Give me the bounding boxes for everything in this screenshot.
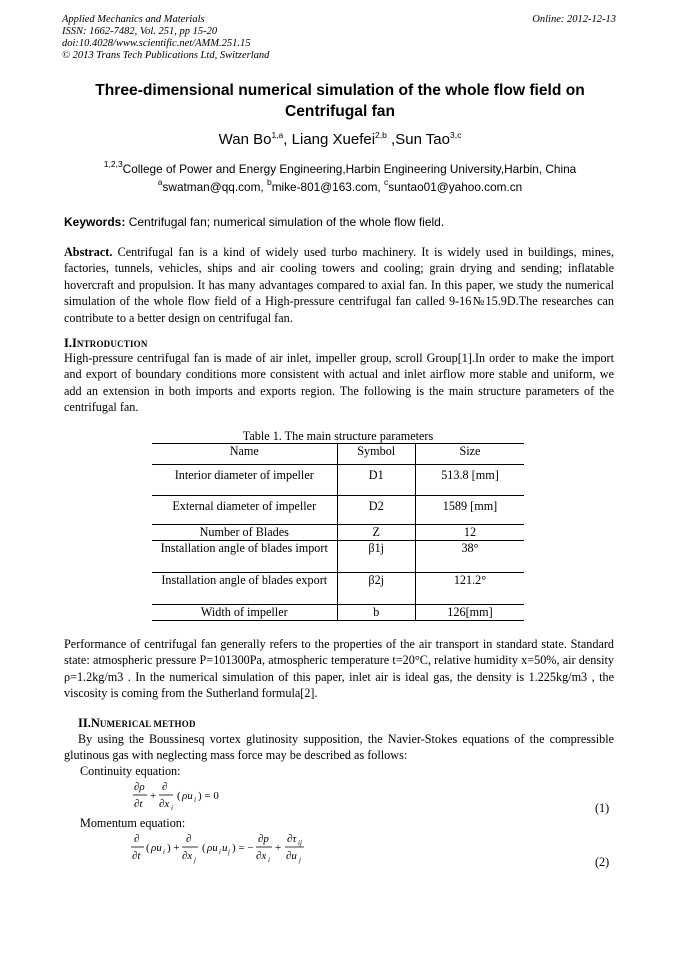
author-name: Sun Tao (395, 131, 450, 148)
paper-title-line-2: Centrifugal fan (284, 103, 396, 120)
svg-text:j: j (194, 856, 196, 864)
introduction-paragraph: High-pressure centrifugal fan is made of air inlet, impeller group, scroll Group[1].In order to make the import and export of boundary conditions more consistent with actual and inlet airflow more stable and uniform, we add an extension in both imports and exports region. The following is the main structure parameters of the centrifugal fan. (64, 351, 614, 415)
section-heading-numerical-method (78, 716, 196, 731)
paper-title (62, 80, 618, 122)
table-cell: D1 (337, 465, 415, 496)
svg-text:+: + (150, 790, 157, 802)
table-cell: β2j (337, 573, 415, 605)
svg-text:i: i (171, 804, 173, 812)
author-separator: , (283, 131, 292, 148)
svg-text:∂u: ∂u (286, 850, 297, 862)
section-number: I. (64, 336, 72, 350)
table-cell: Interior diameter of impeller (152, 465, 337, 496)
section-heading-introduction (64, 336, 148, 351)
table-header: Symbol (337, 444, 415, 465)
journal-header (62, 14, 618, 62)
table-row (152, 465, 524, 496)
svg-text:i: i (219, 848, 221, 856)
performance-paragraph: Performance of centrifugal fan generally refers to the properties of the air transport in standard state. Standard state: atmospheric pressure P=101300Pa, atmospheric temperature t=20°C, relative humidity x=50%, air density ρ=1.2kg/m3 . In the numerical simulation of this paper, inlet air is ideal gas, the density is 1.225kg/m3 , the viscosity is coming from the Sutherland formula[2]. (64, 637, 614, 701)
table-row (152, 496, 524, 525)
affiliation-block (62, 160, 618, 196)
email-sup: c (383, 177, 389, 187)
table-cell: 1589 [mm] (415, 496, 524, 525)
section-title-rest: UMERICAL METHOD (99, 719, 196, 729)
svg-text:ij: ij (298, 839, 302, 847)
keywords (64, 214, 620, 230)
svg-text:(: ( (177, 790, 181, 802)
email-c[interactable]: suntao01@yahoo.com.cn (388, 180, 523, 194)
journal-name: Applied Mechanics and Materials (62, 14, 205, 25)
journal-copyright: © 2013 Trans Tech Publications Ltd, Switzerland (62, 50, 270, 61)
author-sup: 2,b (375, 130, 387, 140)
svg-text:+: + (275, 842, 282, 854)
svg-text:∂x: ∂x (182, 850, 193, 862)
table-cell: Installation angle of blades import (152, 541, 337, 573)
email-sup: b (266, 177, 272, 187)
svg-text:u: u (222, 842, 228, 854)
affiliation-text: College of Power and Energy Engineering,Harbin Engineering University,Harbin, China (122, 162, 577, 176)
online-date: Online: 2012-12-13 (532, 14, 616, 25)
momentum-equation (130, 831, 310, 865)
svg-text:(: ( (146, 842, 150, 854)
section-number: II. (78, 716, 91, 730)
table-cell: 513.8 [mm] (415, 465, 524, 496)
abstract-label: Abstract. (64, 245, 113, 259)
keywords-label: Keywords: (64, 215, 126, 229)
svg-text:i: i (268, 856, 270, 864)
svg-text:∂p: ∂p (258, 833, 269, 845)
svg-text:ρu: ρu (207, 842, 218, 854)
affiliation-line (62, 160, 618, 178)
svg-text:j: j (299, 856, 301, 864)
table-row (152, 573, 524, 605)
svg-text:) +: ) + (167, 842, 180, 854)
svg-text:∂x: ∂x (256, 850, 267, 862)
author-separator: , (386, 131, 396, 148)
svg-text:(: ( (202, 842, 206, 854)
svg-text:∂t: ∂t (134, 798, 143, 810)
author-list (62, 130, 618, 150)
svg-text:∂t: ∂t (132, 850, 141, 862)
table-cell: Z (337, 525, 415, 541)
table-cell: 126[mm] (415, 605, 524, 621)
table-cell: External diameter of impeller (152, 496, 337, 525)
table-header: Name (152, 444, 337, 465)
equation-number-2: (2) (595, 855, 610, 869)
affiliation-sup: 1,2,3 (103, 159, 123, 169)
svg-text:) = 0: ) = 0 (198, 790, 219, 802)
email-a[interactable]: swatman@qq.com, (162, 180, 267, 194)
journal-doi: doi:10.4028/www.scientific.net/AMM.251.15 (62, 38, 251, 49)
table-header-row (152, 444, 524, 465)
continuity-equation (130, 779, 240, 813)
table-row (152, 525, 524, 541)
table-cell: Number of Blades (152, 525, 337, 541)
section-title-initial: N (90, 716, 100, 730)
journal-issn: ISSN: 1662-7482, Vol. 251, pp 15-20 (62, 26, 218, 37)
svg-text:∂ρ: ∂ρ (134, 781, 145, 793)
svg-text:ρu: ρu (182, 790, 193, 802)
svg-text:ρu: ρu (151, 842, 162, 854)
equation-number-1: (1) (595, 801, 610, 815)
table-cell: b (337, 605, 415, 621)
svg-text:∂τ: ∂τ (287, 833, 297, 845)
svg-text:∂: ∂ (134, 833, 140, 845)
abstract-text: Centrifugal fan is a kind of widely used turbo machinery. It is widely used in buildings, mines, factories, tunnels, vehicles, ships and air cooling towers and cooling; grain drying and sending; inflatable hovercraft and propulsion. It has many advantages compared to axial fan. In this paper, we study the numerical simulation of the whole flow field of a High-pressure centrifugal fan called 9-16№15.9D.The researches can contribute to a better design on centrifugal fan. (64, 245, 614, 325)
table-row (152, 605, 524, 621)
email-sup: a (157, 177, 163, 187)
section-title-rest: NTRODUCTION (76, 339, 148, 349)
svg-text:j: j (228, 848, 230, 856)
keywords-text: Centrifugal fan; numerical simulation of the whole flow field. (125, 215, 445, 229)
svg-text:∂: ∂ (186, 833, 192, 845)
svg-text:∂x: ∂x (159, 798, 170, 810)
svg-text:i: i (163, 848, 165, 856)
author-sup: 1,a (271, 130, 284, 140)
svg-text:∂: ∂ (162, 781, 168, 793)
table-cell: D2 (337, 496, 415, 525)
author-name: Wan Bo (218, 131, 272, 148)
email-line (62, 178, 618, 196)
table-header: Size (415, 444, 524, 465)
table-row (152, 541, 524, 573)
structure-parameters-table (152, 443, 524, 621)
momentum-equation-label: Momentum equation: (80, 816, 186, 830)
svg-text:) = −: ) = − (232, 842, 254, 854)
continuity-equation-label: Continuity equation: (80, 764, 181, 778)
table-cell: 12 (415, 525, 524, 541)
abstract (64, 244, 614, 326)
table-cell: Installation angle of blades export (152, 573, 337, 605)
table-cell: Width of impeller (152, 605, 337, 621)
email-b[interactable]: mike-801@163.com, (271, 180, 384, 194)
table-cell: 121.2° (415, 573, 524, 605)
numerical-method-paragraph: By using the Boussinesq vortex glutinosity supposition, the Navier-Stokes equations of the compressible glutinous gas with neglecting mass force may be described as follows: (64, 732, 614, 763)
table-caption: Table 1. The main structure parameters (242, 429, 434, 443)
author-name: Liang Xuefei (291, 131, 376, 148)
author-sup: 3,c (450, 130, 462, 140)
table-cell: β1j (337, 541, 415, 573)
paper-title-line-1: Three-dimensional numerical simulation of the whole flow field on (95, 82, 585, 99)
table-cell: 38° (415, 541, 524, 573)
svg-text:i: i (194, 796, 196, 804)
section-title-initial: I (72, 336, 77, 350)
